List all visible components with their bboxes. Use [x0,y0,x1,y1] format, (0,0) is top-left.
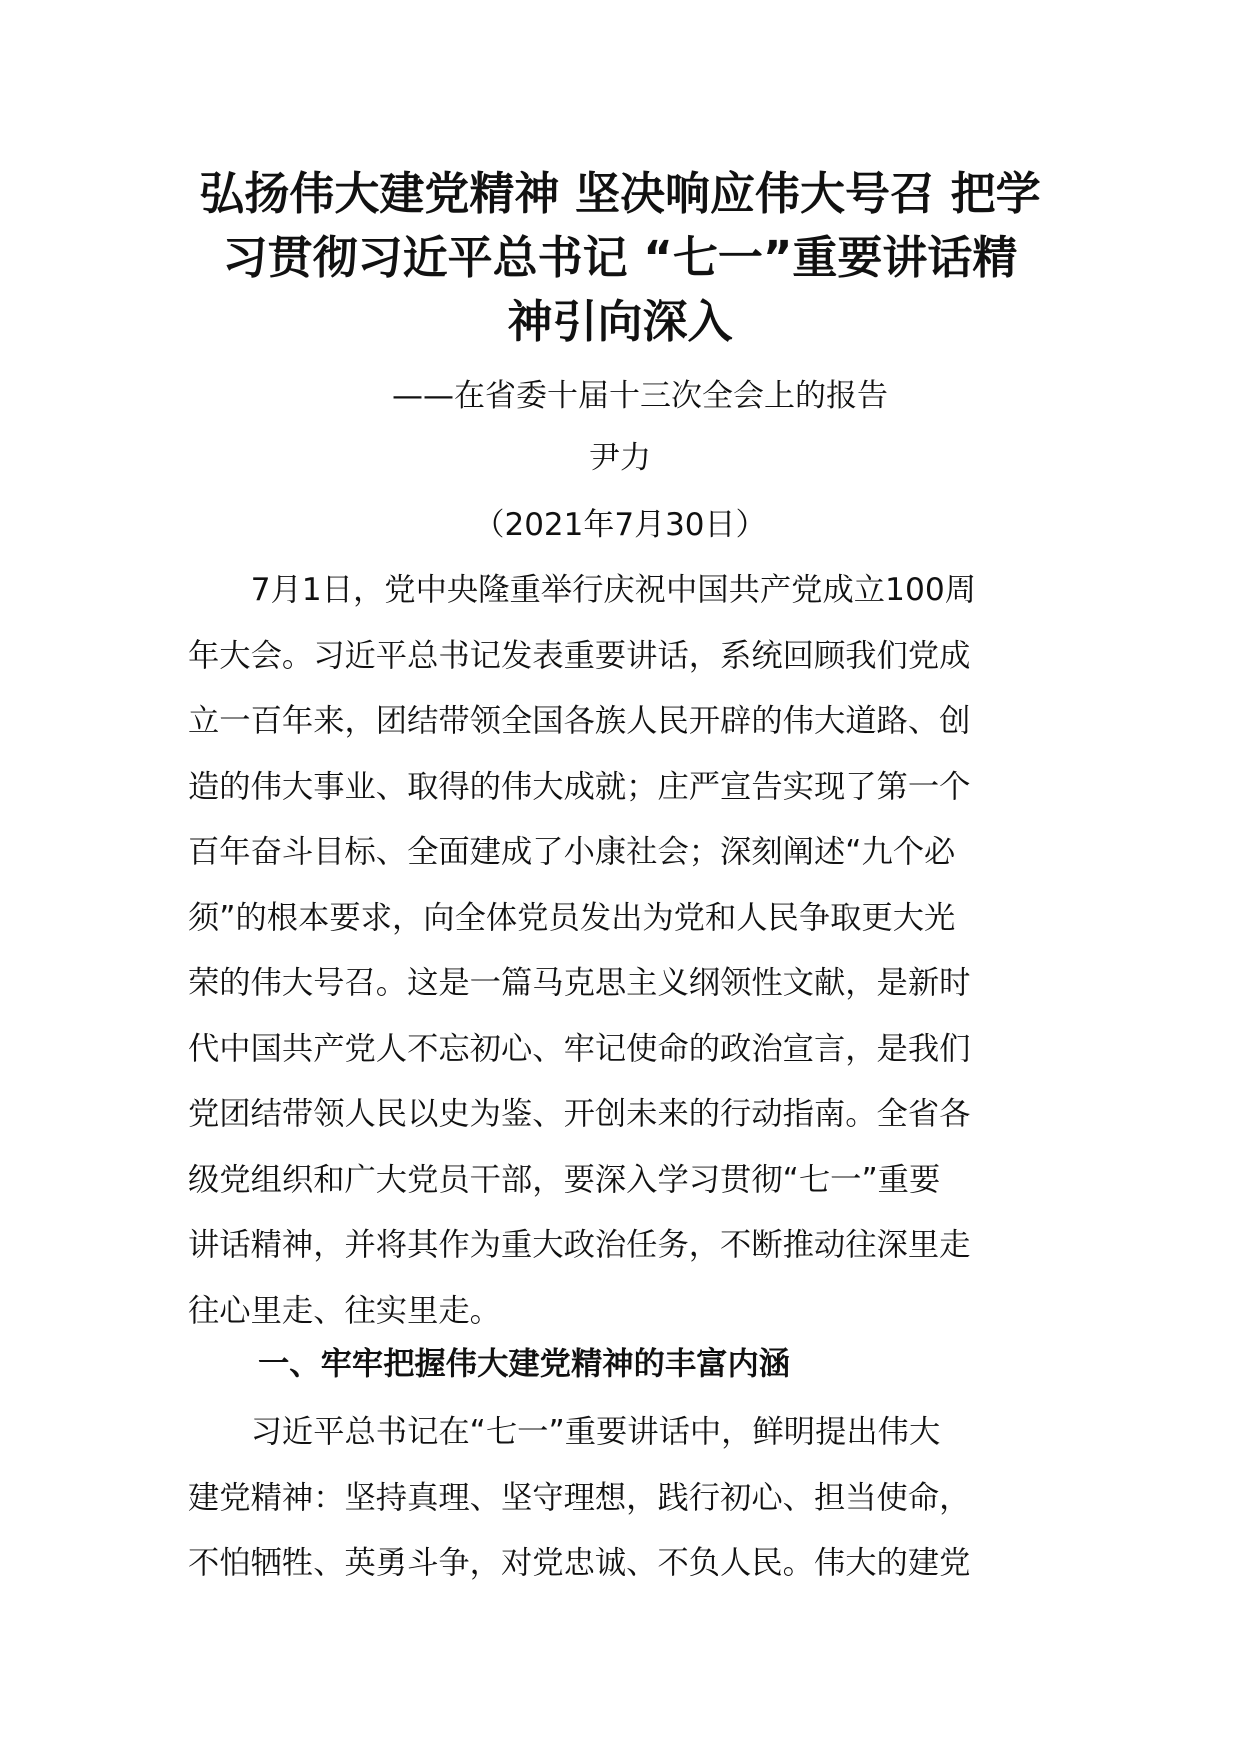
paragraph-line: 7月1日，党中央隆重举行庆祝中国共产党成立100周 [188,572,977,608]
section-heading: 一、牢牢把握伟大建党精神的丰富内涵 [258,1346,791,1382]
title-line: 弘扬伟大建党精神 坚决响应伟大号召 把学 [199,167,1041,220]
paragraph-line: 百年奋斗目标、全面建成了小康社会；深刻阐述“九个必 [188,834,956,870]
title-line: 神引向深入 [507,295,733,348]
paragraph-1 [188,558,1068,1344]
paragraph-line: 讲话精神，并将其作为重大政治任务，不断推动往深里走 [188,1227,971,1263]
title-line: 习贯彻习近平总书记 “七一”重要讲话精 [222,231,1018,284]
paragraph-line: 习近平总书记在“七一”重要讲话中，鲜明提出伟大 [188,1414,941,1450]
paragraph-line: 年大会。习近平总书记发表重要讲话，系统回顾我们党成 [188,637,971,674]
paragraph-line: 造的伟大事业、取得的伟大成就；庄严宣告实现了第一个 [188,768,971,805]
paragraph-line: 建党精神：坚持真理、坚守理想，践行初心、担当使命， [188,1479,971,1516]
paragraph-line: 不怕牺牲、英勇斗争，对党忠诚、不负人民。伟大的建党 [188,1545,971,1581]
paragraph-line: 荣的伟大号召。这是一篇马克思主义纲领性文献，是新时 [188,965,971,1001]
paragraph-2 [188,1400,1068,1597]
paragraph-line: 代中国共产党人不忘初心、牢记使命的政治宣言，是我们 [188,1030,971,1067]
document-title [160,162,1080,354]
paragraph-line: 级党组织和广大党员干部，要深入学习贯彻“七一”重要 [188,1161,941,1198]
paragraph-line: 党团结带领人民以史为鉴、开创未来的行动指南。全省各 [188,1096,971,1132]
document-author: 尹力 [589,440,651,476]
paragraph-line: 须”的根本要求，向全体党员发出为党和人民争取更大光 [188,899,956,936]
paragraph-line: 立一百年来，团结带领全国各族人民开辟的伟大道路、创 [188,703,971,739]
document-date: （2021年7月30日） [473,507,767,543]
paragraph-line: 往心里走、往实里走。 [188,1292,501,1329]
document-subtitle: ——在省委十届十三次全会上的报告 [392,378,888,414]
